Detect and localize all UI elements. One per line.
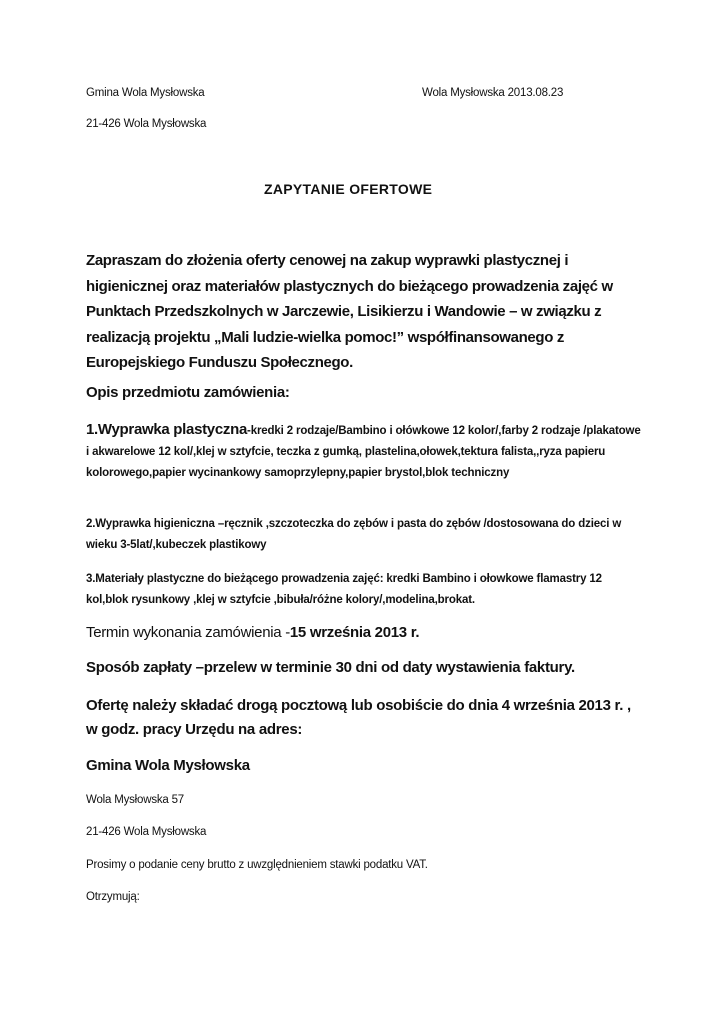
recipients-label: Otrzymują: bbox=[86, 891, 140, 903]
submission-instructions: Ofertę należy składać drogą pocztową lub osobiście do dnia 4 września 2013 r. , w godz. pracy Urzędu na adres: bbox=[86, 697, 631, 738]
intro-paragraph: Zapraszam do złożenia oferty cenowej na zakup wyprawki plastycznej i higienicznej oraz materiałów plastycznych do bieżącego prowadzenia zajęć w Punktach Przedszkolnych w Jarczewie, Lisikierzu i Wandowie – w związku z realizacją projektu „Mali ludzie-wielka pomoc!” współfinansowanego z Europejskiego Funduszu Społecznego. bbox=[86, 252, 613, 371]
vat-note: Prosimy o podanie ceny brutto z uwzględnieniem stawki podatku VAT. bbox=[86, 859, 428, 871]
place-date: Wola Mysłowska 2013.08.23 bbox=[422, 87, 564, 99]
item-3: 3.Materiały plastyczne do bieżącego prowadzenia zajęć: kredki Bambino i ołowkowe flamastry 12 kol,blok rysunkowy ,klej w sztyfcie ,bibuła/różne kolory/,modelina,brokat. bbox=[86, 573, 602, 606]
item-1 bbox=[86, 419, 646, 484]
address-street: Wola Mysłowska 57 bbox=[86, 794, 185, 806]
item-1-text: -kredki 2 rodzaje/Bambino i ołówkowe 12 kolor/,farby 2 rodzaje /plakatowe i akwarelowe 12 kol/,klej w sztyfcie, teczka z gumką, plastelina,ołowek,tektura falista,,ryza papieru kolorowego,papier wycinankowy samoprzylepny,papier brystol,blok techniczny bbox=[86, 425, 641, 479]
deadline-value: 15 września 2013 r. bbox=[289, 624, 420, 641]
sender-name: Gmina Wola Mysłowska bbox=[86, 87, 205, 99]
address-postal: 21-426 Wola Mysłowska bbox=[86, 826, 207, 838]
document-title: ZAPYTANIE OFERTOWE bbox=[264, 181, 433, 197]
deadline-label: Termin wykonania zamówienia - bbox=[86, 624, 290, 641]
address-name: Gmina Wola Mysłowska bbox=[86, 757, 250, 774]
item-1-lead: 1.Wyprawka plastyczna bbox=[86, 421, 248, 438]
item-2: 2.Wyprawka higieniczna –ręcznik ,szczoteczka do zębów i pasta do zębów /dostosowana do dzieci w wieku 3-5lat/,kubeczek plastikowy bbox=[86, 518, 622, 551]
subject-heading: Opis przedmiotu zamówienia: bbox=[86, 384, 290, 401]
deadline-line bbox=[86, 624, 419, 641]
sender-postal: 21-426 Wola Mysłowska bbox=[86, 118, 207, 130]
payment-terms: Sposób zapłaty –przelew w terminie 30 dni od daty wystawienia faktury. bbox=[86, 659, 575, 676]
